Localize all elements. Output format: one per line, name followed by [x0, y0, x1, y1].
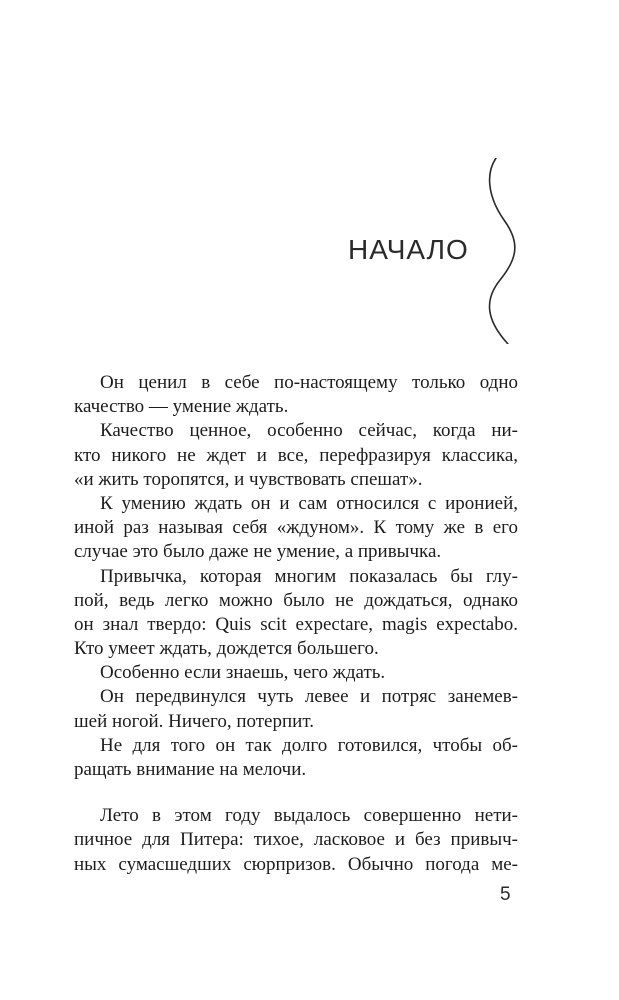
text-line: случае это было даже не умение, а привычка. — [74, 541, 442, 563]
text-line: он знал твердо: Quis scit expectare, magis expectabo. — [74, 613, 518, 635]
text-line: К умению ждать он и сам относился с иронией, — [100, 492, 518, 514]
text-line: ращать внимание на мелочи. — [74, 759, 307, 780]
text-line: Качество ценное, особенно сейчас, когда ни- — [100, 420, 518, 442]
text-line: Лето в этом году выдалось совершенно нети- — [100, 805, 518, 827]
text-line: Не для того он так долго готовился, чтобы об- — [100, 734, 518, 756]
text-line: Он передвинулся чуть левее и потряс занемев- — [100, 686, 518, 708]
text-line: ных сумасшедших сюрпризов. Обычно погода ме- — [74, 853, 518, 875]
text-line: Привычка, которая многим показалась бы глу- — [100, 565, 518, 587]
text-line: «и жить торопятся, и чувствовать спешат». — [74, 468, 423, 490]
text-line: пичное для Питера: тихое, ласковое и без привыч- — [74, 829, 518, 851]
body-text — [74, 371, 518, 877]
text-line: качество — умение ждать. — [74, 396, 289, 418]
decorative-squiggle — [478, 158, 518, 344]
text-line: иной раз называя себя «ждуном». К тому же в его — [74, 517, 518, 539]
section-break — [74, 782, 518, 804]
text-line: Особенно если знаешь, чего ждать. — [100, 662, 386, 684]
text-line: пой, ведь легко можно было не дождаться, однако — [74, 589, 518, 611]
text-line: Кто умеет ждать, дождется большего. — [74, 638, 379, 660]
text-line: шей ногой. Ничего, потерпит. — [74, 710, 314, 732]
text-line: кто никого не ждет и все, перефразируя классика, — [74, 444, 518, 466]
text-line: Он ценил в себе по-настоящему только одно — [100, 372, 518, 393]
page-number: 5 — [500, 884, 511, 905]
chapter-title: НАЧАЛО — [348, 234, 469, 265]
